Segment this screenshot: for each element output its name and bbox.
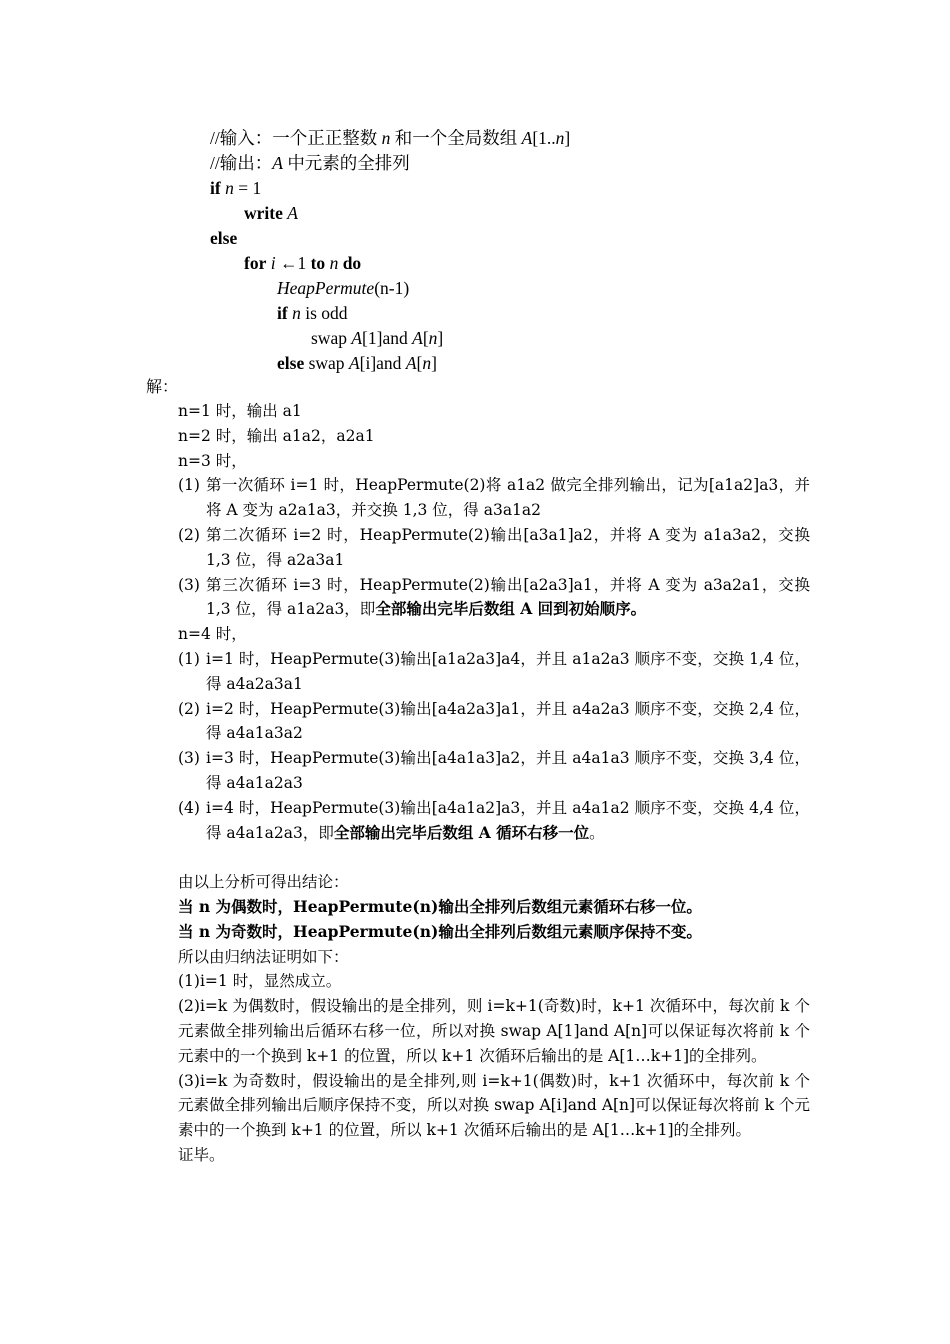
n4-step-2: (2) i=2 时，HeapPermute(3)输出[a4a2a3]a1，并且 a4a2a3 顺序不变，交换 2,4 位，得 a4a1a3a2: [178, 699, 810, 743]
swap-first-line: swap A[1]and A[n]: [311, 328, 444, 348]
if-line: if n = 1: [210, 178, 262, 198]
case-n4-heading: n=4 时，: [178, 625, 247, 644]
n3-step-2: (2) 第二次循环 i=2 时，HeapPermute(2)输出[a3a1]a2，并将 A 变为 a1a3a2，交换 1,3 位，得 a2a3a1: [178, 525, 810, 569]
proof-end: 证毕。: [178, 1145, 225, 1164]
blank-line: [178, 845, 810, 870]
proof-intro: 所以由归纳法证明如下：: [178, 947, 349, 966]
case-n3-heading: n=3 时，: [178, 451, 247, 470]
if-odd-line: if n is odd: [277, 303, 348, 323]
recursive-call-line: HeapPermute(n-1): [277, 278, 410, 298]
conclusion-even: 当 n 为偶数时，HeapPermute(n)输出全排列后数组元素循环右移一位。: [178, 896, 702, 916]
comment-output-line: //输出：A 中元素的全排列: [210, 153, 410, 173]
case-n1: n=1 时，输出 a1: [178, 402, 302, 420]
solution-body: [178, 399, 810, 1168]
case-n2: n=2 时，输出 a1a2，a2a1: [178, 426, 375, 445]
else-swap-line: else swap A[i]and A[n]: [277, 353, 437, 373]
proof-case-2: (2)i=k 为偶数时，假设输出的是全排列，则 i=k+1(奇数)时，k+1 次循环中，每次前 k 个元素做全排列输出后循环右移一位，所以对换 swap A[1]and A[n]可以保证每次将前 k 个元素中的一个换到 k+1 的位置，所以 k+1 次循环后输出的是 A[1…k+1]的全排列。: [178, 997, 810, 1065]
n4-step-3: (3) i=3 时，HeapPermute(3)输出[a4a1a3]a2，并且 a4a1a3 顺序不变，交换 3,4 位，得 a4a1a2a3: [178, 749, 810, 792]
solution-label: 解：: [146, 377, 179, 396]
proof-case-1: (1)i=1 时，显然成立。: [178, 972, 342, 991]
n4-step-4: (4) i=4 时，HeapPermute(3)输出[a4a1a2]a3，并且 a4a1a2 顺序不变，交换 4,4 位，得 a4a1a2a3，即全部输出完毕后数组 A 循环右移一位。: [178, 798, 810, 842]
conclusion-odd: 当 n 为奇数时，HeapPermute(n)输出全排列后数组元素顺序保持不变。: [178, 921, 702, 941]
else-line: else: [210, 228, 238, 248]
n3-step-1: (1) 第一次循环 i=1 时，HeapPermute(2)将 a1a2 做完全排列输出，记为[a1a2]a3，并将 A 变为 a2a1a3，并交换 1,3 位，得 a3a1a2: [178, 476, 810, 520]
n4-step-1: (1) i=1 时，HeapPermute(3)输出[a1a2a3]a4，并且 a1a2a3 顺序不变，交换 1,4 位，得 a4a2a3a1: [178, 649, 810, 693]
pseudocode-block: [210, 126, 570, 376]
comment-input-line: //输入：一个正正整数 n 和一个全局数组 A[1..n]: [210, 128, 571, 148]
write-line: write A: [244, 203, 298, 223]
for-line: for i ←1 to n do: [244, 253, 362, 273]
proof-case-3: (3)i=k 为奇数时，假设输出的是全排列,则 i=k+1(偶数)时，k+1 次循环中，每次前 k 个元素做全排列输出后顺序保持不变，所以对换 swap A[i]and A[n]可以保证每次将前 k 个元素中的一个换到 k+1 的位置，所以 k+1 次循环后输出的是 A[1…k+1]的全排列。: [178, 1071, 810, 1140]
n3-step-3: (3) 第三次循环 i=3 时，HeapPermute(2)输出[a2a3]a1，并将 A 变为 a3a2a1，交换 1,3 位，得 a1a2a3，即全部输出完毕后数组 A 回到初始顺序。: [178, 575, 810, 619]
conclusion-intro: 由以上分析可得出结论：: [178, 873, 349, 892]
